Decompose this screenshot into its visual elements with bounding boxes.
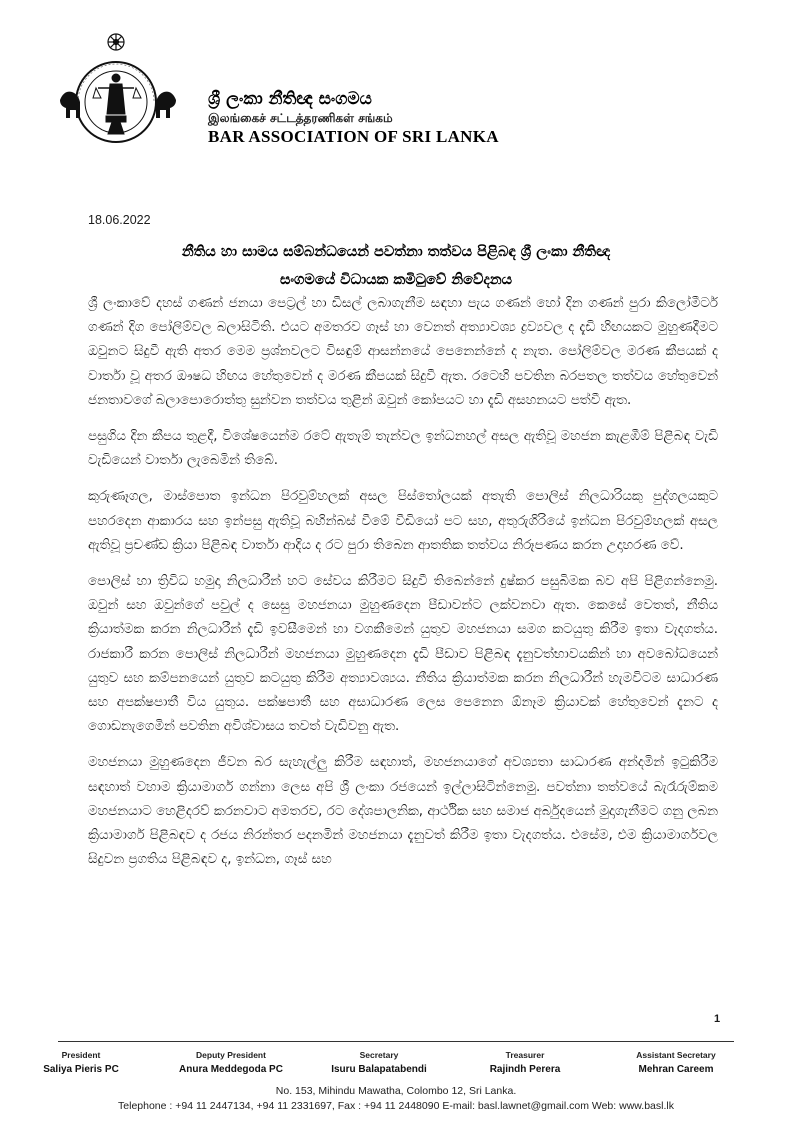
officer-assistant-secretary <box>606 1049 746 1077</box>
org-name-sinhala: ශ්‍රී ලංකා නීතිඥ සංගමය <box>208 89 372 109</box>
officer-role: Assistant Secretary <box>636 1050 716 1060</box>
organization-names <box>208 88 499 148</box>
page-number: 1 <box>714 1013 721 1025</box>
body-paragraph: කුරුණෑගල, මාස්පොත ඉන්ධන පිරවුම්හලක් අසල පිස්තෝලයක් අතැති පොලිස් නිලධාරියකු පුද්ගලයකුට පහරදෙන ආකාරය සහ ඉන්පසු ඇතිවූ බහින්බස් වීමේ වීඩියෝ පට සහ, අතුරුගිරියේ ඉන්ධන පිරවුම්හලක් අසල ඇතිවූ ප්‍රචණ්ඩ ක්‍රියා පිළිබඳ වාර්තා ආදිය ද රට පුරා තිබෙන ආතතික තත්වය නිරූපණය කරන උදාහරණ වේ. <box>88 489 718 553</box>
document-title <box>74 238 718 294</box>
lion-icon <box>156 92 176 118</box>
officer-role: Secretary <box>359 1050 399 1060</box>
officer-name: Saliya Pieris PC <box>43 1064 119 1075</box>
body-paragraph: පසුගිය දින කීපය තුළදී, විශේෂයෙන්ම රටේ ඇතැම් තැන්වල ඉන්ධනහල් අසල ඇතිවූ මහජන කැළඹීම් පිළිබඳ වැඩි වැඩියෙන් වාර්තා ලැබෙමින් තිබේ. <box>88 429 718 469</box>
officer-name: Rajindh Perera <box>489 1064 561 1075</box>
letterhead <box>58 30 758 160</box>
lion-icon <box>60 92 80 118</box>
officer-name: Mehran Careem <box>638 1064 714 1075</box>
title-line: නීතිය හා සාමය සම්බන්ධයෙන් පවත්නා තත්වය පිළිබඳ ශ්‍රී ලංකා නීතිඥ <box>181 244 611 260</box>
justice-figure-icon <box>93 74 141 134</box>
footer-divider <box>58 1041 734 1042</box>
org-name-english: BAR ASSOCIATION OF SRI LANKA <box>208 127 499 146</box>
dharma-wheel-icon <box>108 34 124 50</box>
officer-role: Deputy President <box>196 1050 266 1060</box>
body-paragraph: පොලිස් හා ත්‍රිවිධ හමුදා නිලධාරීන් හට සේවය කිරීමට සිදුවී තිබෙන්නේ දුෂ්කර පසුබිමක බව අපි පිළිගන්නෙමු. ඔවුන් සහ ඔවුන්ගේ පවුල් ද සෙසු මහජනයා මුහුණදෙන පීඩාවන්ට ලක්වනවා ඇත. කෙසේ වෙතත්, නීතිය ක්‍රියාත්මක කරන නිලධාරීන් දැඩි ඉවසීමෙන් හා වගකීමෙන් යුතුව මහජනයා සමග කටයුතු කිරීම ඉතා වැදගත්ය. රාජකාරී කරන පොලිස් නිලධාරීන් මහජනයා මුහුණදෙන දැඩි පීඩාව පිළිබඳ දැනුවත්භාවයකින් හා අවබෝධයෙන් යුතුව සහ කම්පනයෙන් යුතුව කටයුතු කිරීම අත්‍යාවශ්‍යය. නීතිය ක්‍රියාත්මක කරන නිලධාරීන් හැමවිටම සාධාරණ සහ අපක්ෂපාතී විය යුතුය. පක්ෂපාතී සහ අසාධාරණ ලෙස පෙනෙන ඕනෑම ක්‍රියාවක් හේතුවෙන් දැනට ද ගොඩනැගෙමින් පවතින අවිශ්වාසය තවත් වැඩිවනු ඇත. <box>88 574 718 735</box>
officer-deputy-president <box>156 1049 306 1077</box>
org-name-tamil: இலங்கைச் சட்டத்தரணிகள் சங்கம் <box>208 111 393 125</box>
officer-role: Treasurer <box>505 1050 545 1060</box>
officer-treasurer <box>460 1049 590 1077</box>
body-paragraph: මහජනයා මුහුණදෙන ජීවන බර සැහැල්ලු කිරීම සඳහාත්, මහජනයාගේ අවශ්‍යතා සාධාරණ අන්දමින් ඉටුකිරීම සඳහාත් වහාම ක්‍රියාමාර්ග ගන්නා ලෙස අපි ශ්‍රී ලංකා රජයෙන් ඉල්ලාසිටින්නෙමු. පවත්නා තත්වයේ බැරෑරුම්කම මහජනයාට හෙළිදරව් කරනවාට අමතරව, රට දේශපාලනික, ආර්ථික සහ සමාජ අර්බුදයෙන් මුදාගැනීමට ගනු ලබන ක්‍රියාමාර්ග පිළිබඳව ද රජය නිරන්තර පදනමින් මහජනයා දැනුවත් කිරීම ඉතා වැදගත්ය. එසේම, එම ක්‍රියාමාර්ගවල සිදුවන ප්‍රගතිය පිළිබඳව ද, ඉන්ධන, ගෑස් සහ <box>88 755 718 868</box>
officers-list <box>36 1049 752 1083</box>
officer-secretary <box>304 1049 454 1077</box>
footer-address: No. 153, Mihindu Mawatha, Colombo 12, Sri Lanka. <box>275 1085 517 1097</box>
bar-association-logo <box>58 30 178 150</box>
officer-role: President <box>61 1050 101 1060</box>
document-body <box>88 292 718 884</box>
officer-name: Isuru Balapatabendi <box>331 1064 427 1075</box>
title-line: සංගමයේ විධායක කමිටුවේ නිවේදනය <box>279 272 513 288</box>
footer-contact: Telephone : +94 11 2447134, +94 11 2331697, Fax : +94 11 2448090 E-mail: basl.lawnet@gmail.com Web: www.basl.lk <box>118 1100 674 1112</box>
officer-president <box>36 1049 126 1077</box>
body-paragraph: ශ්‍රී ලංකාවේ දහස් ගණන් ජනයා පෙට්‍රල් හා ඩීසල් ලබාගැනීම සඳහා පැය ගණන් හෝ දින ගණන් පුරා කිලෝමීටර් ගණන් දිග පෝලිම්වල බලාසිටිති. එයට අමතරව ගෑස් හා වෙනත් අත්‍යාවශ්‍ය ද්‍රව්‍යවල ද දැඩි හිඟයකට මුහුණදීමට ඔවුනට සිදුවී ඇති අතර මෙම ප්‍රශ්නවලට විසඳුම් ආසන්නයේ පෙනෙන්නේ ද නැත. පෝලිම්වල මරණ කීපයක් ද වාර්තා වූ අතර ඖෂධ හිඟය හේතුවෙන් ද මරණ කීපයක් සිදුවී ඇත. රටෙහි පවතින බරපතල තත්වය හේතුවෙන් ජනතාවගේ බලාපොරොත්තු සුන්වන තත්වය තුළින් ඔවුන් කෝපයට හා දැඩි අසහනයට පත්වී ඇත. <box>88 296 718 408</box>
officer-name: Anura Meddegoda PC <box>179 1064 283 1075</box>
document-date: 18.06.2022 <box>88 213 151 227</box>
